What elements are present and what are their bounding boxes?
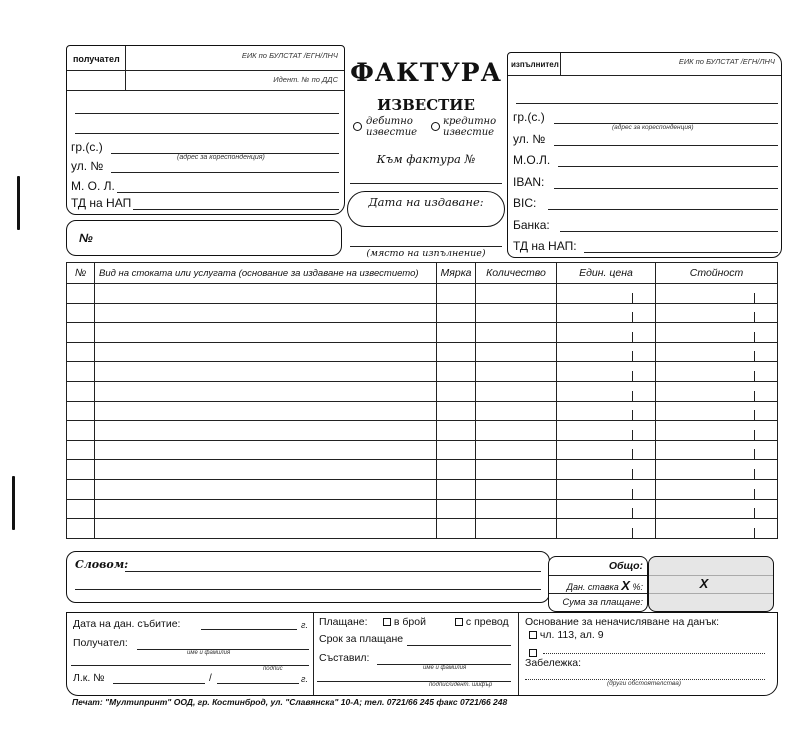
decimal-separator-tick xyxy=(754,528,755,538)
decimal-separator-tick xyxy=(632,508,633,518)
title-block xyxy=(345,48,507,258)
cell-unit[interactable] xyxy=(437,440,476,460)
cell-number[interactable] xyxy=(67,421,95,441)
table-row xyxy=(67,401,778,421)
cell-number[interactable] xyxy=(67,460,95,480)
supplier-iban-label: IBAN: xyxy=(513,175,545,189)
debit-notice-option[interactable] xyxy=(353,116,425,142)
in-words-field-2[interactable] xyxy=(75,589,541,590)
decimal-separator-tick xyxy=(632,332,633,342)
credit-notice-option[interactable] xyxy=(431,116,507,142)
recipient-mol-field[interactable] xyxy=(117,192,339,193)
decimal-separator-tick xyxy=(632,469,633,479)
recipient-street-label: ул. № xyxy=(71,159,104,173)
cell-value[interactable] xyxy=(656,303,778,323)
cell-unit-price[interactable] xyxy=(557,362,656,382)
debit-label: дебитно известие xyxy=(366,116,418,138)
table-row xyxy=(67,421,778,441)
cell-quantity[interactable] xyxy=(476,440,557,460)
cell-unit[interactable] xyxy=(437,499,476,519)
cell-value[interactable] xyxy=(656,499,778,519)
table-row xyxy=(67,519,778,539)
supplier-nap-field[interactable] xyxy=(584,252,778,253)
decimal-separator-tick xyxy=(754,371,755,381)
total-label: Общо: xyxy=(608,560,643,572)
items-body xyxy=(67,284,778,539)
totals-row-divider-2 xyxy=(549,593,647,594)
place-field[interactable] xyxy=(350,246,502,247)
recipient-name-line-2[interactable] xyxy=(75,133,339,134)
cell-unit-price[interactable] xyxy=(557,381,656,401)
decimal-separator-tick xyxy=(754,410,755,420)
tax-event-date-label: Дата на дан. събитие: xyxy=(73,618,181,630)
cash-checkbox[interactable] xyxy=(383,618,391,626)
payment-label: Плащане: xyxy=(319,616,368,628)
id-card-year-suffix: г. xyxy=(301,674,308,684)
col-header-value: Стойност xyxy=(656,263,778,284)
cell-description[interactable] xyxy=(95,362,437,382)
recipient-address-hint: (адрес за кореспонденция) xyxy=(177,154,265,161)
supplier-eik-label: ЕИК по БУЛСТАТ /ЕГН/ЛНЧ xyxy=(678,57,775,66)
in-words-box xyxy=(66,551,550,603)
col-header-unit-price: Един. цена xyxy=(557,263,656,284)
decimal-separator-tick xyxy=(632,410,633,420)
decimal-separator-tick xyxy=(632,391,633,401)
printer-info: Печат: "Мултипринт" ООД, гр. Костинброд, ул. "Славянска" 10-А; тел. 0721/66 245 факс 0721/66 248 xyxy=(72,697,508,707)
tax-rate-percent: %: xyxy=(632,582,643,592)
cell-number[interactable] xyxy=(67,323,95,343)
decimal-separator-tick xyxy=(754,351,755,361)
credit-label: кредитно известие xyxy=(443,116,497,138)
cell-unit-price[interactable] xyxy=(557,401,656,421)
cell-number[interactable] xyxy=(67,519,95,539)
decimal-separator-tick xyxy=(754,449,755,459)
cell-number[interactable] xyxy=(67,381,95,401)
cell-quantity[interactable] xyxy=(476,479,557,499)
supplier-iban-field[interactable] xyxy=(554,188,778,189)
cell-quantity[interactable] xyxy=(476,401,557,421)
cell-unit[interactable] xyxy=(437,323,476,343)
cell-unit[interactable] xyxy=(437,342,476,362)
decimal-separator-tick xyxy=(632,351,633,361)
cell-quantity[interactable] xyxy=(476,303,557,323)
credit-radio[interactable] xyxy=(431,122,440,131)
cell-value[interactable] xyxy=(656,401,778,421)
cell-value[interactable] xyxy=(656,460,778,480)
items-header-row xyxy=(67,263,778,284)
decimal-separator-tick xyxy=(632,430,633,440)
cell-unit-price[interactable] xyxy=(557,519,656,539)
supplier-address-hint: (адрес за кореспонденция) xyxy=(612,124,694,131)
compiled-signature-hint: подпис/идент. шифър xyxy=(429,682,493,688)
supplier-city-label: гр.(с.) xyxy=(513,110,545,124)
supplier-mol-label: М.О.Л. xyxy=(513,153,551,167)
table-row xyxy=(67,362,778,382)
cell-unit-price[interactable] xyxy=(557,499,656,519)
id-card-date-field[interactable] xyxy=(217,683,299,684)
cell-quantity[interactable] xyxy=(476,460,557,480)
supplier-bank-field[interactable] xyxy=(560,231,778,232)
footer-divider-2 xyxy=(518,613,519,695)
to-invoice-field[interactable] xyxy=(350,183,502,184)
supplier-name-line[interactable] xyxy=(516,103,778,104)
other-exemption-checkbox[interactable] xyxy=(529,649,537,657)
amount-due-field[interactable] xyxy=(649,594,773,612)
cell-description[interactable] xyxy=(95,401,437,421)
decimal-separator-tick xyxy=(632,528,633,538)
decimal-separator-tick xyxy=(632,312,633,322)
in-words-label: Словом: xyxy=(75,558,129,571)
table-row xyxy=(67,440,778,460)
to-invoice-label: Към фактура № xyxy=(376,152,476,166)
supplier-street-label: ул. № xyxy=(513,132,546,146)
receiver-label: Получател: xyxy=(73,637,128,649)
cell-value[interactable] xyxy=(656,479,778,499)
totals-values-box xyxy=(648,556,774,612)
binder-mark-top xyxy=(17,176,20,230)
amount-due-label: Сума за плащане: xyxy=(562,597,643,608)
cell-unit[interactable] xyxy=(437,284,476,304)
cell-number[interactable] xyxy=(67,284,95,304)
supplier-box xyxy=(507,52,782,258)
issue-date-box[interactable] xyxy=(347,191,505,227)
decimal-separator-tick xyxy=(632,371,633,381)
compiled-by-label: Съставил: xyxy=(319,652,370,664)
article-113-checkbox[interactable] xyxy=(529,631,537,639)
exemption-label: Основание за неначисляване на данък: xyxy=(525,616,720,628)
cell-number[interactable] xyxy=(67,401,95,421)
place-hint: (място на изпълнение) xyxy=(366,248,486,259)
article-113-label: чл. 113, ал. 9 xyxy=(539,629,604,641)
recipient-eik-label: ЕИК по БУЛСТАТ /ЕГН/ЛНЧ xyxy=(241,51,338,60)
decimal-separator-tick xyxy=(754,391,755,401)
cell-value[interactable] xyxy=(656,519,778,539)
cell-description[interactable] xyxy=(95,284,437,304)
tax-event-year-suffix: г. xyxy=(301,620,308,630)
decimal-separator-tick xyxy=(754,293,755,303)
cell-description[interactable] xyxy=(95,440,437,460)
cell-number[interactable] xyxy=(67,342,95,362)
cell-number[interactable] xyxy=(67,440,95,460)
id-card-separator: / xyxy=(209,673,212,684)
tax-event-date-field[interactable] xyxy=(201,629,297,630)
cash-label: в брой xyxy=(393,616,426,628)
id-card-label: Л.к. № xyxy=(73,672,105,684)
cell-unit-price[interactable] xyxy=(557,323,656,343)
payment-due-label: Срок за плащане xyxy=(319,633,404,645)
tax-rate-label: Дан. ставка xyxy=(566,582,619,592)
cell-quantity[interactable] xyxy=(476,519,557,539)
notice-subtitle: ИЗВЕСТИЕ xyxy=(377,96,475,114)
col-header-number: № xyxy=(67,263,95,284)
transfer-label: с превод xyxy=(465,616,509,628)
tax-value: X xyxy=(699,576,709,591)
cell-unit-price[interactable] xyxy=(557,421,656,441)
in-words-field-1[interactable] xyxy=(125,571,541,572)
cell-value[interactable] xyxy=(656,421,778,441)
supplier-header-divider xyxy=(560,53,561,75)
decimal-separator-tick xyxy=(754,430,755,440)
invoice-title: ФАКТУРА xyxy=(350,58,502,87)
compiled-name-hint: име и фамилия xyxy=(423,665,467,671)
cell-description[interactable] xyxy=(95,342,437,362)
table-row xyxy=(67,381,778,401)
decimal-separator-tick xyxy=(754,312,755,322)
cell-unit-price[interactable] xyxy=(557,284,656,304)
table-row xyxy=(67,303,778,323)
article-113-option[interactable] xyxy=(529,629,604,641)
recipient-city-label: гр.(с.) xyxy=(71,140,103,154)
invoice-number-label: № xyxy=(79,231,93,245)
invoice-number-box[interactable] xyxy=(66,220,342,256)
recipient-box xyxy=(66,45,345,215)
table-row xyxy=(67,284,778,304)
cell-number[interactable] xyxy=(67,362,95,382)
decimal-separator-tick xyxy=(632,293,633,303)
cell-description[interactable] xyxy=(95,460,437,480)
cell-description[interactable] xyxy=(95,421,437,441)
cell-quantity[interactable] xyxy=(476,362,557,382)
cell-quantity[interactable] xyxy=(476,421,557,441)
note-hint: (други обстоятелства) xyxy=(607,680,682,687)
cell-unit-price[interactable] xyxy=(557,460,656,480)
cell-number[interactable] xyxy=(67,303,95,323)
tax-rate-label-group xyxy=(567,578,643,593)
cell-quantity[interactable] xyxy=(476,284,557,304)
cell-description[interactable] xyxy=(95,381,437,401)
totals-row-divider-1 xyxy=(549,575,647,576)
supplier-street-field[interactable] xyxy=(554,145,778,146)
cell-unit-price[interactable] xyxy=(557,342,656,362)
decimal-separator-tick xyxy=(754,489,755,499)
payment-transfer-option[interactable] xyxy=(455,616,509,628)
cell-value[interactable] xyxy=(656,284,778,304)
cell-unit-price[interactable] xyxy=(557,440,656,460)
receiver-name-hint: име и фамилия xyxy=(187,650,231,656)
supplier-bank-label: Банка: xyxy=(513,218,550,232)
recipient-nap-label: ТД на НАП xyxy=(71,196,132,210)
cell-unit[interactable] xyxy=(437,421,476,441)
recipient-header-label: получател xyxy=(73,54,120,64)
supplier-mol-field[interactable] xyxy=(558,166,778,167)
payment-due-field[interactable] xyxy=(407,645,511,646)
table-row xyxy=(67,479,778,499)
col-header-description: Вид на стоката или услугата (основание за издаване на известието) xyxy=(95,263,437,284)
table-row xyxy=(67,342,778,362)
supplier-bic-label: BIC: xyxy=(513,196,537,210)
cell-unit-price[interactable] xyxy=(557,479,656,499)
col-header-quantity: Количество xyxy=(476,263,557,284)
debit-radio[interactable] xyxy=(353,122,362,131)
total-value-field[interactable] xyxy=(649,557,773,575)
totals-labels-box xyxy=(548,556,648,612)
footer-divider-1 xyxy=(313,613,314,695)
cell-value[interactable] xyxy=(656,342,778,362)
cell-quantity[interactable] xyxy=(476,323,557,343)
cell-description[interactable] xyxy=(95,303,437,323)
binder-mark-bottom xyxy=(12,476,15,530)
cell-value[interactable] xyxy=(656,381,778,401)
recipient-mol-label: М. О. Л. xyxy=(71,179,115,193)
transfer-checkbox[interactable] xyxy=(455,618,463,626)
receiver-signature-hint: подпис xyxy=(263,666,283,672)
cell-quantity[interactable] xyxy=(476,499,557,519)
cell-number[interactable] xyxy=(67,499,95,519)
note-label: Забележка: xyxy=(525,657,582,669)
col-header-unit: Мярка xyxy=(437,263,476,284)
supplier-nap-label: ТД на НАП: xyxy=(513,239,577,253)
cell-description[interactable] xyxy=(95,519,437,539)
footer-box xyxy=(66,612,778,696)
decimal-separator-tick xyxy=(632,489,633,499)
recipient-nap-field[interactable] xyxy=(133,209,339,210)
table-row xyxy=(67,323,778,343)
cell-unit[interactable] xyxy=(437,519,476,539)
other-exemption-field[interactable] xyxy=(543,653,765,654)
cell-unit[interactable] xyxy=(437,381,476,401)
supplier-header-label: изпълнител xyxy=(511,60,559,69)
cell-unit-price[interactable] xyxy=(557,303,656,323)
cell-value[interactable] xyxy=(656,323,778,343)
cell-unit[interactable] xyxy=(437,460,476,480)
table-row xyxy=(67,499,778,519)
cell-unit[interactable] xyxy=(437,303,476,323)
cell-unit[interactable] xyxy=(437,479,476,499)
table-row xyxy=(67,460,778,480)
decimal-separator-tick xyxy=(754,469,755,479)
cell-value[interactable] xyxy=(656,362,778,382)
tax-rate-x[interactable]: X xyxy=(621,578,630,593)
recipient-street-field[interactable] xyxy=(111,172,339,173)
issue-date-label: Дата на издаване: xyxy=(368,195,484,209)
recipient-name-line-1[interactable] xyxy=(75,113,339,114)
cell-quantity[interactable] xyxy=(476,342,557,362)
cell-number[interactable] xyxy=(67,479,95,499)
items-table xyxy=(66,262,778,539)
cell-unit[interactable] xyxy=(437,362,476,382)
recipient-vat-label: Идент. № по ДДС xyxy=(273,75,338,84)
supplier-bic-field[interactable] xyxy=(548,209,778,210)
id-card-number-field[interactable] xyxy=(113,683,205,684)
cell-unit[interactable] xyxy=(437,401,476,421)
decimal-separator-tick xyxy=(754,332,755,342)
payment-cash-option[interactable] xyxy=(383,616,426,628)
decimal-separator-tick xyxy=(754,508,755,518)
cell-description[interactable] xyxy=(95,499,437,519)
cell-value[interactable] xyxy=(656,440,778,460)
cell-description[interactable] xyxy=(95,323,437,343)
decimal-separator-tick xyxy=(632,449,633,459)
cell-quantity[interactable] xyxy=(476,381,557,401)
cell-description[interactable] xyxy=(95,479,437,499)
